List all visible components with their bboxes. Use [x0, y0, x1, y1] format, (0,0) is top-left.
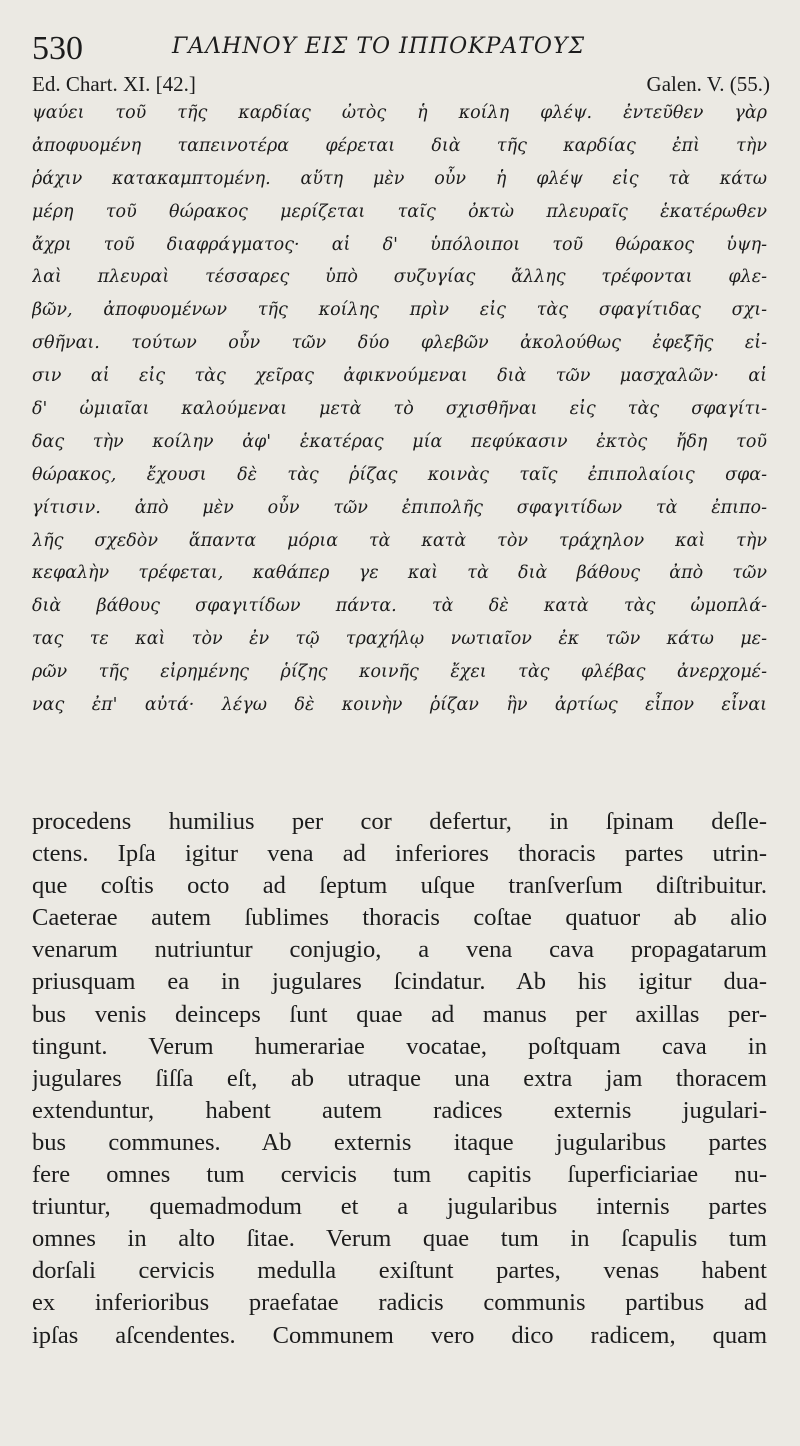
page-header	[30, 30, 770, 70]
greek-text-line: θώρακος, ἔχουσι δὲ τὰς ῥίζας κοινὰς ταῖς ἐπιπολαίοις σφα-	[32, 464, 767, 485]
latin-text-line: ctens. Ipſa igitur vena ad inferiores thoracis partes utrin-	[32, 840, 767, 868]
latin-text-line: Caeterae autem ſublimes thoracis coſtae quatuor ab alio	[32, 904, 767, 932]
edition-reference-chartier: Ed. Chart. XI. [42.]	[32, 72, 196, 96]
greek-text-line: ρῶν τῆς εἰρημένης ῥίζης κοινῆς ἔχει τὰς φλέβας ἀνερχομέ-	[32, 662, 767, 683]
latin-text-line: ipſas aſcendentes. Communem vero dico radicem, quam	[32, 1321, 767, 1349]
latin-text-line: fere omnes tum cervicis tum capitis ſuperficiariae nu-	[32, 1161, 767, 1189]
greek-text-line: μέρη τοῦ θώρακος μερίζεται ταῖς ὀκτὼ πλευραῖς ἑκατέρωθεν	[32, 201, 767, 222]
latin-text-line: bus communes. Ab externis itaque jugularibus partes	[32, 1128, 767, 1156]
greek-text-line: κεφαλὴν τρέφεται, καθάπερ γε καὶ τὰ διὰ βάθους ἀπὸ τῶν	[32, 563, 767, 584]
page-number: 530	[32, 30, 83, 67]
greek-text-line: διὰ βάθους σφαγιτίδων πάντα. τὰ δὲ κατὰ τὰς ὠμοπλά-	[32, 596, 767, 617]
latin-text-line: extenduntur, habent autem radices externis jugulari-	[32, 1096, 767, 1124]
latin-text-line: ex inferioribus praefatae radicis communis partibus ad	[32, 1289, 767, 1317]
latin-text-line: triuntur, quemadmodum et a jugularibus internis partes	[32, 1193, 767, 1221]
greek-text-line: λαὶ πλευραὶ τέσσαρες ὑπὸ συζυγίας ἄλλης τρέφονται φλε-	[32, 267, 767, 288]
latin-text-line: procedens humilius per cor defertur, in ſpinam deſle-	[32, 808, 767, 835]
greek-text-line: ἄχρι τοῦ διαφράγματος· αἱ δ' ὑπόλοιποι τοῦ θώρακος ὑψη-	[32, 234, 767, 255]
greek-text-line: ἀποφυομένη ταπεινοτέρα φέρεται διὰ τῆς καρδίας ἐπὶ τὴν	[32, 135, 767, 156]
latin-text-line: tingunt. Verum humerariae vocatae, poſtquam cava in	[32, 1032, 767, 1060]
latin-text-line: venarum nutriuntur conjugio, a vena cava propagatarum	[32, 936, 767, 964]
latin-text-line: omnes in alto ſitae. Verum quae tum in ſcapulis tum	[32, 1225, 767, 1253]
latin-text-line: dorſali cervicis medulla exiſtunt partes, venas habent	[32, 1257, 767, 1285]
greek-text-line: ψαύει τοῦ τῆς καρδίας ὠτὸς ἡ κοίλη φλέψ. ἐντεῦθεν γὰρ	[32, 103, 767, 123]
greek-text-line: βῶν, ἀποφυομένων τῆς κοίλης πρὶν εἰς τὰς σφαγίτιδας σχι-	[32, 300, 767, 321]
latin-text-line: priusquam ea in jugulares ſcindatur. Ab his igitur dua-	[32, 968, 767, 996]
greek-text-line: δ' ὠμιαῖαι καλούμεναι μετὰ τὸ σχισθῆναι εἰς τὰς σφαγίτι-	[32, 399, 767, 420]
edition-reference-galen: Galen. V. (55.)	[646, 72, 770, 96]
greek-text-line: τας τε καὶ τὸν ἐν τῷ τραχήλῳ νωτιαῖον ἐκ τῶν κάτω με-	[32, 629, 767, 650]
latin-text-line: bus venis deinceps ſunt quae ad manus per axillas per-	[32, 1000, 767, 1028]
greek-text-block	[32, 97, 767, 722]
latin-text-line: jugulares ſiſſa eſt, ab utraque una extra jam thoracem	[32, 1064, 767, 1092]
greek-text-line: δας τὴν κοίλην ἀφ' ἑκατέρας μία πεφύκασιν ἐκτὸς ἤδη τοῦ	[32, 431, 767, 452]
greek-text-line: γίτισιν. ἀπὸ μὲν οὖν τῶν ἐπιπολῆς σφαγιτίδων τὰ ἐπιπο-	[32, 497, 767, 518]
greek-text-line: λῆς σχεδὸν ἅπαντα μόρια τὰ κατὰ τὸν τράχηλον καὶ τὴν	[32, 530, 767, 551]
greek-text-line: ῥάχιν κατακαμπτομένη. αὕτη μὲν οὖν ἡ φλέψ εἰς τὰ κάτω	[32, 168, 767, 189]
greek-text-line: σθῆναι. τούτων οὖν τῶν δύο φλεβῶν ἀκολούθως ἐφεξῆς εἰ-	[32, 333, 767, 354]
greek-text-line: σιν αἱ εἰς τὰς χεῖρας ἀφικνούμεναι διὰ τῶν μασχαλῶν· αἱ	[32, 366, 767, 387]
latin-text-line: que coſtis octo ad ſeptum uſque tranſverſum diſtribuitur.	[32, 872, 767, 900]
latin-text-block	[32, 806, 767, 1352]
running-title: ΓΑΛΗΝΟΥ ΕΙΣ ΤΟ ΙΠΠΟΚΡΑΤΟΥΣ	[172, 34, 586, 59]
greek-text-line: νας ἐπ' αὐτά· λέγω δὲ κοινὴν ῥίζαν ἣν ἀρτίως εἶπον εἶναι	[32, 695, 767, 716]
